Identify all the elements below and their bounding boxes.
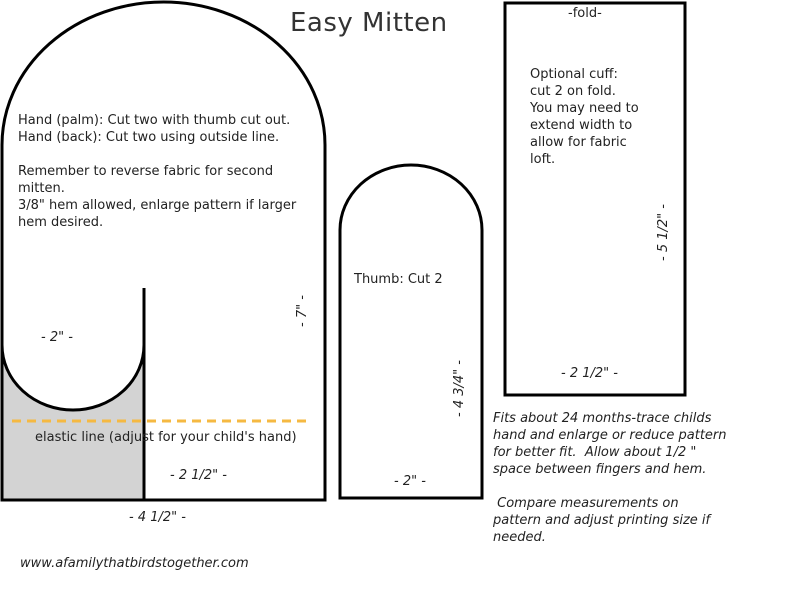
- hand-total-width-label: - 4 1/2" -: [129, 510, 186, 525]
- thumb-cut-label: Thumb: Cut 2: [354, 272, 443, 287]
- page-title: Easy Mitten: [290, 8, 448, 38]
- cuff-outline: [505, 3, 685, 395]
- cuff-width-label: - 2 1/2" -: [561, 366, 618, 381]
- cuff-notes: Optional cuff: cut 2 on fold. You may need to extend width to allow for fabric loft.: [530, 67, 639, 167]
- thumb-outline: [340, 165, 482, 498]
- cuff-fold-label: -fold-: [568, 6, 602, 21]
- hand-back-instruction: Hand (back): Cut two using outside line.: [18, 130, 280, 145]
- hand-reminder-text: Remember to reverse fabric for second mitten. 3/8" hem allowed, enlarge pattern if larger hem desired.: [18, 164, 297, 230]
- thumb-width-label: - 2" -: [394, 474, 426, 489]
- fit-notes: Fits about 24 months-trace childs hand and enlarge or reduce pattern for better fit. Allow about 1/2 " space between fingers and hem.: [493, 411, 727, 477]
- cuff-height-label: - 5 1/2" -: [656, 204, 671, 261]
- website-credit: www.afamilythatbirdstogether.com: [20, 556, 249, 571]
- measure-notes: Compare measurements on pattern and adjust printing size if needed.: [493, 496, 711, 545]
- palm-width-label: - 2 1/2" -: [170, 468, 227, 483]
- hand-palm-instruction: Hand (palm): Cut two with thumb cut out.: [18, 113, 291, 128]
- elastic-line-label: elastic line (adjust for your child's hand): [35, 430, 297, 445]
- thumb-gap-width-label: - 2" -: [41, 330, 73, 345]
- hand-height-label: - 7" -: [295, 295, 310, 327]
- thumb-height-label: - 4 3/4" -: [452, 360, 467, 417]
